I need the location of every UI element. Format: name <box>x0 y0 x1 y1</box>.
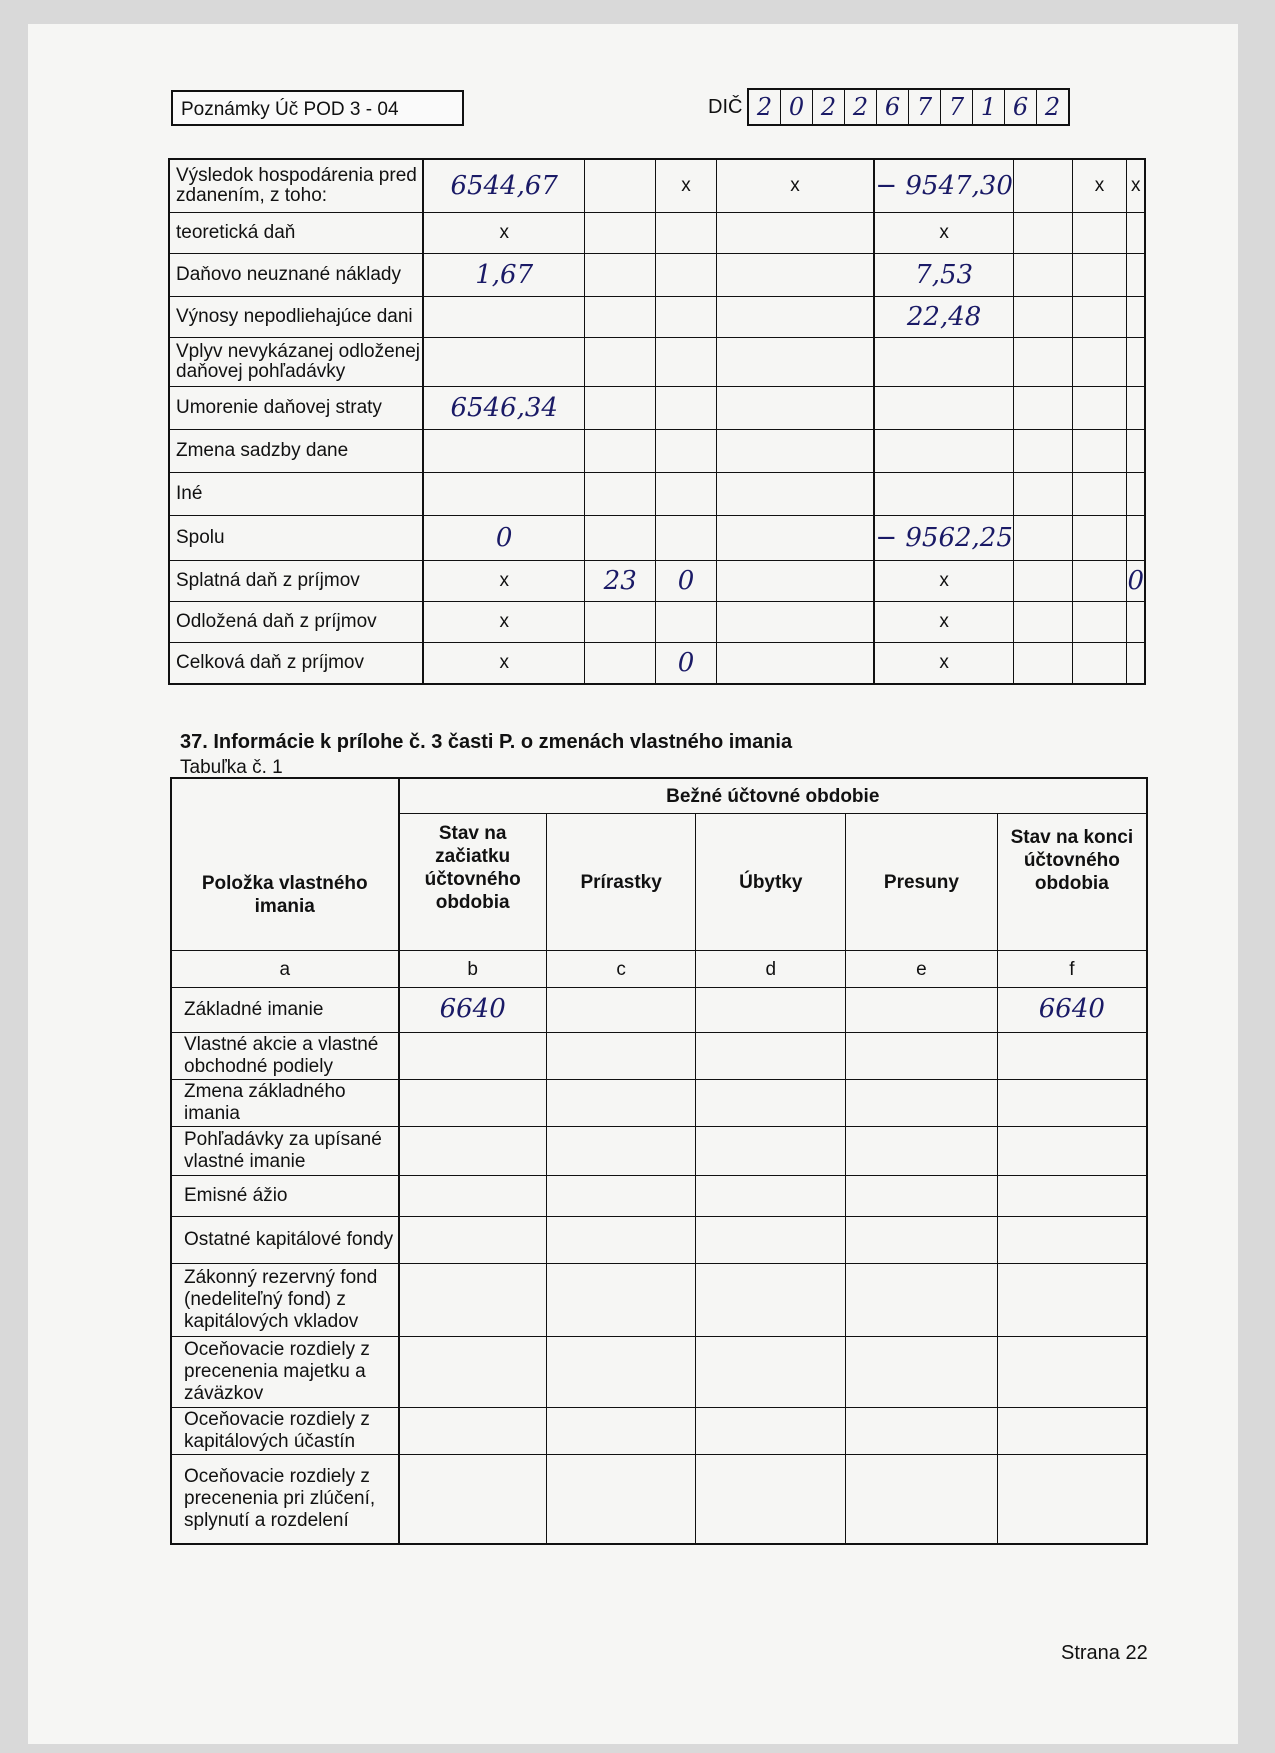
equity-cell <box>846 1217 998 1264</box>
tax-cell <box>656 159 716 213</box>
tax-value: − 9547,30 <box>875 171 1013 201</box>
equity-cell <box>399 1264 547 1337</box>
equity-cell <box>997 1217 1147 1264</box>
tax-value: x <box>939 652 949 673</box>
tax-cell <box>585 561 656 602</box>
tax-cell <box>1127 213 1145 254</box>
tax-cell <box>1127 387 1145 430</box>
equity-row-label: Zákonný rezervný fond (nedeliteľný fond) z kapitálových vkladov <box>171 1264 399 1337</box>
equity-row <box>171 1337 1147 1408</box>
tax-cell <box>1127 338 1145 387</box>
equity-row-label: Emisné ážio <box>171 1176 399 1217</box>
tax-cell <box>1072 159 1127 213</box>
tax-cell <box>716 254 874 297</box>
equity-row-label: Oceňovacie rozdiely z precenenia pri zlúčení, splynutí a rozdelení <box>171 1455 399 1545</box>
tax-row <box>169 473 1145 516</box>
tax-cell <box>1127 254 1145 297</box>
tax-value: x <box>1130 175 1141 196</box>
tax-value: x <box>790 175 800 196</box>
equity-cell <box>399 1455 547 1545</box>
tax-row <box>169 387 1145 430</box>
tax-cell <box>716 387 874 430</box>
equity-value: 6640 <box>1038 993 1105 1024</box>
tax-cell <box>1072 430 1127 473</box>
tax-cell <box>423 213 584 254</box>
tax-value: x <box>939 611 949 632</box>
tax-value: 1,67 <box>475 260 534 290</box>
equity-cell <box>997 1033 1147 1080</box>
col-item-label: Položka vlastného imania <box>201 872 368 917</box>
tax-cell <box>1127 430 1145 473</box>
equity-cell <box>846 1176 998 1217</box>
tax-cell <box>1127 602 1145 643</box>
tax-cell <box>1072 516 1127 561</box>
tax-cell <box>1072 643 1127 685</box>
equity-cell <box>399 1337 547 1408</box>
tax-cell <box>1072 561 1127 602</box>
tax-cell <box>716 561 874 602</box>
tax-cell <box>585 254 656 297</box>
tax-cell <box>1013 602 1072 643</box>
equity-row <box>171 1033 1147 1080</box>
equity-cell <box>846 988 998 1033</box>
equity-row <box>171 988 1147 1033</box>
tax-cell <box>423 516 584 561</box>
tax-cell <box>1072 213 1127 254</box>
equity-cell <box>546 988 696 1033</box>
tax-row-label: Odložená daň z príjmov <box>169 602 423 643</box>
tax-value: x <box>499 611 509 632</box>
col-item-header <box>171 778 399 951</box>
equity-cell <box>696 1455 846 1545</box>
tax-value: 22,48 <box>906 302 982 332</box>
equity-row-label: Zmena základného imania <box>171 1080 399 1127</box>
equity-cell <box>399 1127 547 1176</box>
tax-cell <box>874 297 1013 338</box>
tax-cell <box>716 213 874 254</box>
tax-cell <box>1013 159 1072 213</box>
tax-value: x <box>499 222 509 243</box>
equity-row-label: Základné imanie <box>171 988 399 1033</box>
tax-cell <box>656 213 716 254</box>
tax-cell <box>1127 643 1145 685</box>
equity-cell <box>997 1127 1147 1176</box>
equity-cell <box>696 988 846 1033</box>
tax-cell <box>874 643 1013 685</box>
tax-cell <box>585 516 656 561</box>
equity-cell <box>696 1408 846 1455</box>
tax-cell <box>1013 213 1072 254</box>
equity-cell <box>997 1337 1147 1408</box>
equity-cell <box>399 1408 547 1455</box>
tax-cell <box>874 561 1013 602</box>
tax-row <box>169 254 1145 297</box>
dic-digit: 0 <box>781 90 813 124</box>
equity-cell <box>696 1080 846 1127</box>
tax-cell <box>716 430 874 473</box>
tax-cell <box>423 387 584 430</box>
tax-row-label: Iné <box>169 473 423 516</box>
equity-cell <box>846 1127 998 1176</box>
dic-digit: 6 <box>877 90 909 124</box>
col-letter: d <box>696 951 846 988</box>
equity-cell <box>546 1080 696 1127</box>
tax-cell <box>656 561 716 602</box>
tax-value: 0 <box>495 523 513 553</box>
tax-row-label: Zmena sadzby dane <box>169 430 423 473</box>
tax-cell <box>716 473 874 516</box>
tax-cell <box>656 602 716 643</box>
tax-cell <box>1013 643 1072 685</box>
equity-cell <box>546 1337 696 1408</box>
tax-cell <box>1013 297 1072 338</box>
equity-cell <box>997 1176 1147 1217</box>
tax-value: 0 <box>677 648 695 678</box>
tax-value: x <box>939 222 949 243</box>
tax-cell <box>656 643 716 685</box>
tax-cell <box>585 338 656 387</box>
tax-cell <box>656 254 716 297</box>
tax-cell <box>656 473 716 516</box>
tax-cell <box>874 159 1013 213</box>
equity-cell <box>546 1264 696 1337</box>
equity-row <box>171 1080 1147 1127</box>
tax-row-label: Spolu <box>169 516 423 561</box>
tax-cell <box>874 473 1013 516</box>
page-number: Strana 22 <box>1061 1642 1148 1664</box>
equity-row-label: Vlastné akcie a vlastné obchodné podiely <box>171 1033 399 1080</box>
tax-row <box>169 643 1145 685</box>
col-b-header: Stav na začiatku účtovného obdobia <box>399 814 547 951</box>
dic-digit: 1 <box>973 90 1005 124</box>
tax-cell <box>1013 387 1072 430</box>
tax-cell <box>423 254 584 297</box>
tax-cell <box>585 387 656 430</box>
tax-cell <box>1072 387 1127 430</box>
tax-value: 7,53 <box>915 260 974 290</box>
col-letter: e <box>846 951 998 988</box>
tax-value: x <box>499 570 509 591</box>
dic-digit: 2 <box>845 90 877 124</box>
tax-cell <box>423 473 584 516</box>
tax-cell <box>1127 561 1145 602</box>
tax-cell <box>1013 430 1072 473</box>
tax-cell <box>716 602 874 643</box>
tax-row <box>169 213 1145 254</box>
equity-cell <box>846 1033 998 1080</box>
tax-value: x <box>681 175 691 196</box>
equity-cell <box>846 1337 998 1408</box>
tax-cell <box>1013 516 1072 561</box>
tax-row <box>169 516 1145 561</box>
dic-number <box>747 88 1070 126</box>
tax-cell <box>423 643 584 685</box>
dic-digit: 2 <box>813 90 845 124</box>
tax-row <box>169 561 1145 602</box>
equity-row <box>171 1217 1147 1264</box>
tax-cell <box>1013 254 1072 297</box>
equity-cell <box>546 1455 696 1545</box>
tax-value: x <box>499 652 509 673</box>
tax-row <box>169 159 1145 213</box>
equity-cell <box>546 1217 696 1264</box>
tax-cell <box>1127 159 1145 213</box>
tax-cell <box>585 213 656 254</box>
tax-cell <box>874 254 1013 297</box>
col-letter: b <box>399 951 547 988</box>
tax-cell <box>656 338 716 387</box>
tax-cell <box>423 159 584 213</box>
equity-row-label: Ostatné kapitálové fondy <box>171 1217 399 1264</box>
table-caption: Tabuľka č. 1 <box>180 757 283 778</box>
tax-table <box>168 158 1146 685</box>
tax-cell <box>585 297 656 338</box>
equity-cell <box>399 1033 547 1080</box>
tax-cell <box>585 602 656 643</box>
tax-cell <box>1072 602 1127 643</box>
tax-cell <box>874 516 1013 561</box>
tax-row <box>169 602 1145 643</box>
tax-value: x <box>939 570 949 591</box>
tax-value: 23 <box>603 566 637 596</box>
tax-value: 0 <box>1127 566 1144 596</box>
equity-row <box>171 1127 1147 1176</box>
tax-cell <box>1072 254 1127 297</box>
equity-value: 6640 <box>439 993 506 1024</box>
tax-row-label: Celková daň z príjmov <box>169 643 423 685</box>
tax-row-label: Splatná daň z príjmov <box>169 561 423 602</box>
equity-cell <box>997 988 1147 1033</box>
equity-cell <box>696 1337 846 1408</box>
equity-cell <box>846 1080 998 1127</box>
equity-cell <box>546 1408 696 1455</box>
tax-cell <box>656 516 716 561</box>
tax-value: − 9562,25 <box>875 523 1013 553</box>
tax-cell <box>874 338 1013 387</box>
tax-cell <box>423 561 584 602</box>
tax-row <box>169 338 1145 387</box>
tax-row-label: teoretická daň <box>169 213 423 254</box>
tax-cell <box>423 297 584 338</box>
col-letter: f <box>997 951 1147 988</box>
equity-cell <box>399 988 547 1033</box>
tax-row-label: Vplyv nevykázanej odloženej daňovej pohľadávky <box>169 338 423 387</box>
col-e-header: Presuny <box>846 814 998 951</box>
equity-row <box>171 1455 1147 1545</box>
equity-cell <box>846 1408 998 1455</box>
equity-cell <box>546 1033 696 1080</box>
equity-cell <box>997 1408 1147 1455</box>
equity-cell <box>399 1176 547 1217</box>
equity-cell <box>399 1080 547 1127</box>
col-period-header: Bežné účtovné obdobie <box>399 778 1147 814</box>
equity-table <box>170 777 1148 1545</box>
tax-cell <box>585 473 656 516</box>
equity-cell <box>997 1080 1147 1127</box>
tax-cell <box>874 387 1013 430</box>
tax-row-label: Výnosy nepodliehajúce dani <box>169 297 423 338</box>
dic-digit: 2 <box>1044 93 1061 121</box>
equity-row <box>171 1176 1147 1217</box>
tax-value: 6544,67 <box>450 171 558 201</box>
tax-cell <box>423 430 584 473</box>
tax-row-label: Umorenie daňovej straty <box>169 387 423 430</box>
form-label: Poznámky Úč POD 3 - 04 <box>171 90 464 126</box>
col-letter: a <box>171 951 399 988</box>
equity-row-label: Pohľadávky za upísané vlastné imanie <box>171 1127 399 1176</box>
tax-cell <box>1013 561 1072 602</box>
tax-cell <box>1072 473 1127 516</box>
tax-cell <box>1072 297 1127 338</box>
tax-cell <box>1127 516 1145 561</box>
section-title: 37. Informácie k prílohe č. 3 časti P. o zmenách vlastného imania <box>180 731 793 753</box>
tax-row <box>169 430 1145 473</box>
equity-row-label: Oceňovacie rozdiely z kapitálových účastín <box>171 1408 399 1455</box>
equity-cell <box>997 1264 1147 1337</box>
tax-cell <box>716 297 874 338</box>
col-d-header: Úbytky <box>696 814 846 951</box>
tax-cell <box>874 602 1013 643</box>
tax-cell <box>1072 338 1127 387</box>
equity-cell <box>696 1033 846 1080</box>
tax-cell <box>585 643 656 685</box>
equity-cell <box>696 1176 846 1217</box>
tax-cell <box>656 430 716 473</box>
tax-row-label: Výsledok hospodárenia pred zdanením, z toho: <box>169 159 423 213</box>
tax-cell <box>585 159 656 213</box>
dic-digit: 6 <box>1005 90 1037 124</box>
dic-digit: 2 <box>749 90 781 124</box>
tax-cell <box>716 516 874 561</box>
equity-cell <box>846 1264 998 1337</box>
equity-cell <box>846 1455 998 1545</box>
equity-row <box>171 1264 1147 1337</box>
tax-cell <box>874 430 1013 473</box>
tax-cell <box>716 159 874 213</box>
dic-label: DIČ <box>708 96 743 118</box>
tax-cell <box>1013 473 1072 516</box>
dic-digit: 7 <box>941 90 973 124</box>
equity-cell <box>546 1127 696 1176</box>
equity-cell <box>546 1176 696 1217</box>
col-f-header: Stav na konci účtovného obdobia <box>997 814 1147 951</box>
tax-value: x <box>1094 175 1105 196</box>
equity-cell <box>696 1217 846 1264</box>
equity-cell <box>399 1217 547 1264</box>
tax-cell <box>423 338 584 387</box>
equity-row <box>171 1408 1147 1455</box>
tax-cell <box>1127 473 1145 516</box>
col-c-header: Prírastky <box>546 814 696 951</box>
dic-digit: 7 <box>909 90 941 124</box>
tax-value: 0 <box>677 566 695 596</box>
tax-value: 6546,34 <box>450 393 558 423</box>
tax-cell <box>1013 338 1072 387</box>
tax-cell <box>716 338 874 387</box>
tax-row-label: Daňovo neuznané náklady <box>169 254 423 297</box>
equity-cell <box>696 1264 846 1337</box>
col-letter: c <box>546 951 696 988</box>
tax-cell <box>585 430 656 473</box>
equity-cell <box>696 1127 846 1176</box>
equity-row-label: Oceňovacie rozdiely z precenenia majetku a záväzkov <box>171 1337 399 1408</box>
equity-cell <box>997 1455 1147 1545</box>
tax-cell <box>1127 297 1145 338</box>
tax-cell <box>423 602 584 643</box>
tax-row <box>169 297 1145 338</box>
tax-cell <box>874 213 1013 254</box>
tax-cell <box>716 643 874 685</box>
tax-cell <box>656 297 716 338</box>
tax-cell <box>656 387 716 430</box>
